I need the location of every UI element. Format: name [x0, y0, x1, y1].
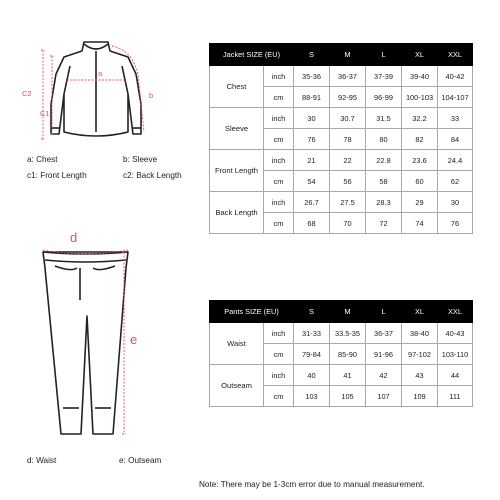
- jacket-diagram: [20, 36, 165, 156]
- size-value-cell: 33: [438, 108, 473, 129]
- table-row: [210, 108, 473, 129]
- size-value-cell: 80: [366, 129, 402, 150]
- size-value-cell: 30: [438, 192, 473, 213]
- size-value-cell: 22.8: [366, 150, 402, 171]
- label-a: a: [98, 69, 103, 78]
- legend-back-length: c2: Back Length: [123, 171, 182, 180]
- size-value-cell: 78: [330, 129, 366, 150]
- size-value-cell: 36-37: [330, 66, 366, 87]
- legend-front-length: c1: Front Length: [27, 171, 87, 180]
- size-value-cell: 92-95: [330, 87, 366, 108]
- unit-label: cm: [264, 129, 294, 150]
- size-value-cell: 70: [330, 213, 366, 234]
- size-value-cell: 72: [366, 213, 402, 234]
- size-value-cell: 56: [330, 171, 366, 192]
- size-value-cell: 33.5-35: [330, 323, 366, 344]
- unit-label: inch: [264, 192, 294, 213]
- header-size-s: S: [294, 44, 330, 66]
- jacket-size-table: [209, 43, 473, 234]
- size-value-cell: 27.5: [330, 192, 366, 213]
- measure-label: Waist: [210, 323, 264, 365]
- measure-label: Front Length: [210, 150, 264, 192]
- size-value-cell: 26.7: [294, 192, 330, 213]
- unit-label: cm: [264, 87, 294, 108]
- table-row: [210, 150, 473, 171]
- header-pants-size: Pants SIZE (EU): [210, 301, 294, 323]
- size-value-cell: 40-42: [438, 66, 473, 87]
- table-row: [210, 323, 473, 344]
- size-value-cell: 38-40: [402, 323, 438, 344]
- header-size-xl: XL: [402, 301, 438, 323]
- size-value-cell: 23.6: [402, 150, 438, 171]
- label-b: b: [149, 91, 154, 100]
- header-size-m: M: [330, 301, 366, 323]
- size-value-cell: 39-40: [402, 66, 438, 87]
- size-value-cell: 21: [294, 150, 330, 171]
- table-row: [210, 365, 473, 386]
- size-value-cell: 36-37: [366, 323, 402, 344]
- size-value-cell: 111: [438, 386, 473, 407]
- measurement-note: Note: There may be 1-3cm error due to manual measurement.: [199, 480, 425, 489]
- size-value-cell: 31.5: [366, 108, 402, 129]
- pants-drawing: [25, 228, 150, 448]
- size-value-cell: 107: [366, 386, 402, 407]
- jacket-table-header: [210, 44, 473, 66]
- size-value-cell: 84: [438, 129, 473, 150]
- legend-sleeve: b: Sleeve: [123, 155, 158, 164]
- size-value-cell: 76: [294, 129, 330, 150]
- header-size-xl: XL: [402, 44, 438, 66]
- unit-label: cm: [264, 386, 294, 407]
- size-value-cell: 35-36: [294, 66, 330, 87]
- size-value-cell: 105: [330, 386, 366, 407]
- size-value-cell: 103: [294, 386, 330, 407]
- unit-label: inch: [264, 108, 294, 129]
- unit-label: inch: [264, 150, 294, 171]
- size-value-cell: 40: [294, 365, 330, 386]
- measure-label: Outseam: [210, 365, 264, 407]
- size-value-cell: 74: [402, 213, 438, 234]
- size-value-cell: 79-84: [294, 344, 330, 365]
- table-row: [210, 66, 473, 87]
- pants-table-header: [210, 301, 473, 323]
- measure-label: Sleeve: [210, 108, 264, 150]
- size-value-cell: 76: [438, 213, 473, 234]
- size-value-cell: 30: [294, 108, 330, 129]
- legend-outseam: e: Outseam: [119, 456, 162, 465]
- pants-diagram: [25, 228, 150, 448]
- size-value-cell: 24.4: [438, 150, 473, 171]
- header-jacket-size: Jacket SIZE (EU): [210, 44, 294, 66]
- header-size-s: S: [294, 301, 330, 323]
- unit-label: inch: [264, 365, 294, 386]
- size-value-cell: 100-103: [402, 87, 438, 108]
- measure-label: Chest: [210, 66, 264, 108]
- size-value-cell: 82: [402, 129, 438, 150]
- size-value-cell: 43: [402, 365, 438, 386]
- size-value-cell: 85-90: [330, 344, 366, 365]
- size-value-cell: 97-102: [402, 344, 438, 365]
- size-value-cell: 58: [366, 171, 402, 192]
- label-d: d: [70, 230, 78, 245]
- size-value-cell: 29: [402, 192, 438, 213]
- size-value-cell: 28.3: [366, 192, 402, 213]
- size-value-cell: 103-110: [438, 344, 473, 365]
- size-value-cell: 88-91: [294, 87, 330, 108]
- size-value-cell: 44: [438, 365, 473, 386]
- jacket-drawing: [20, 36, 165, 156]
- header-size-xxl: XXL: [438, 44, 473, 66]
- header-size-m: M: [330, 44, 366, 66]
- pants-size-table: [209, 300, 473, 407]
- unit-label: cm: [264, 213, 294, 234]
- size-value-cell: 42: [366, 365, 402, 386]
- label-e: e: [130, 332, 138, 347]
- table-row: [210, 192, 473, 213]
- size-value-cell: 32.2: [402, 108, 438, 129]
- unit-label: cm: [264, 171, 294, 192]
- size-value-cell: 104-107: [438, 87, 473, 108]
- size-value-cell: 54: [294, 171, 330, 192]
- size-value-cell: 68: [294, 213, 330, 234]
- size-value-cell: 31-33: [294, 323, 330, 344]
- header-size-l: L: [366, 301, 402, 323]
- unit-label: inch: [264, 323, 294, 344]
- size-value-cell: 37-39: [366, 66, 402, 87]
- size-value-cell: 62: [438, 171, 473, 192]
- size-value-cell: 22: [330, 150, 366, 171]
- label-c2: C2: [22, 89, 32, 98]
- header-size-l: L: [366, 44, 402, 66]
- unit-label: inch: [264, 66, 294, 87]
- size-value-cell: 96-99: [366, 87, 402, 108]
- size-value-cell: 60: [402, 171, 438, 192]
- legend-waist: d: Waist: [27, 456, 57, 465]
- size-value-cell: 30.7: [330, 108, 366, 129]
- label-c1: C1: [40, 109, 50, 118]
- size-value-cell: 109: [402, 386, 438, 407]
- measure-label: Back Length: [210, 192, 264, 234]
- size-value-cell: 91-96: [366, 344, 402, 365]
- size-value-cell: 41: [330, 365, 366, 386]
- legend-chest: a: Chest: [27, 155, 58, 164]
- size-value-cell: 40-43: [438, 323, 473, 344]
- unit-label: cm: [264, 344, 294, 365]
- header-size-xxl: XXL: [438, 301, 473, 323]
